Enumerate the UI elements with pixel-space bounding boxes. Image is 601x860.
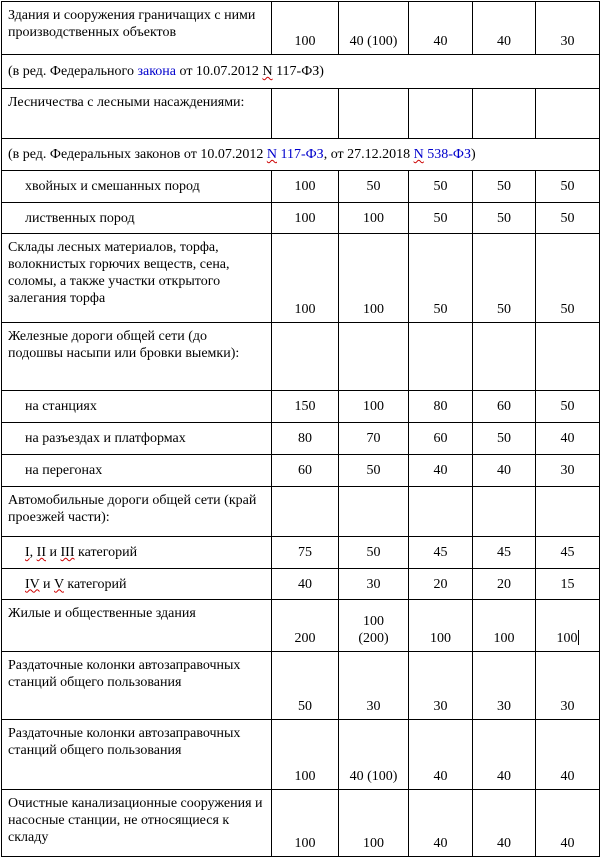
row-name: Очистные канализационные сооружения и насосные станции, не относящиеся к складу bbox=[2, 790, 272, 857]
cell-value: 40 bbox=[473, 720, 536, 790]
cell-value: 40 (100) bbox=[339, 2, 409, 55]
table-row bbox=[2, 600, 600, 652]
row-name: Жилые и общественные здания bbox=[2, 600, 272, 652]
cell-value: 15 bbox=[536, 569, 600, 600]
cell-value: 50 bbox=[473, 203, 536, 234]
cell-value: 150 bbox=[272, 391, 339, 423]
cell-value: 75 bbox=[272, 537, 339, 569]
table-row bbox=[2, 537, 600, 569]
table-row bbox=[2, 423, 600, 455]
cell-value: 20 bbox=[409, 569, 473, 600]
row-name: Лесничества с лесными насаждениями: bbox=[2, 89, 272, 139]
cell-value: 40 bbox=[409, 790, 473, 857]
cell-value: 50 bbox=[473, 171, 536, 203]
cell-value: 70 bbox=[339, 423, 409, 455]
cell-value: 100 bbox=[272, 203, 339, 234]
cell-value: 200 bbox=[272, 600, 339, 652]
cell-value: 50 bbox=[473, 423, 536, 455]
cell-value: 40 bbox=[272, 569, 339, 600]
row-name: IV и V категорий bbox=[2, 569, 272, 600]
row-name: Железные дороги общей сети (до подошвы насыпи или бровки выемки): bbox=[2, 323, 272, 391]
table-row bbox=[2, 55, 600, 89]
cell-value: 100 bbox=[339, 234, 409, 323]
cell-value: 100 bbox=[339, 391, 409, 423]
cell-value: 50 bbox=[536, 391, 600, 423]
cell-value: 40 bbox=[536, 423, 600, 455]
row-name: хвойных и смешанных пород bbox=[2, 171, 272, 203]
table-row bbox=[2, 203, 600, 234]
cell-value: 50 bbox=[272, 652, 339, 720]
cell-value: 60 bbox=[272, 455, 339, 487]
table-row bbox=[2, 790, 600, 857]
table-row bbox=[2, 652, 600, 720]
cell-value: 60 bbox=[473, 391, 536, 423]
cell-value: 100 bbox=[272, 234, 339, 323]
cell-value: 20 bbox=[473, 569, 536, 600]
cell-value: 40 bbox=[409, 455, 473, 487]
table-row bbox=[2, 139, 600, 171]
cell-value: 40 bbox=[409, 720, 473, 790]
cell-value: 40 bbox=[473, 455, 536, 487]
cell-value: 100 bbox=[272, 790, 339, 857]
cell-value: 100 bbox=[272, 720, 339, 790]
law-link[interactable]: закона bbox=[137, 64, 176, 79]
amendment-note: (в ред. Федерального закона от 10.07.2012 N 117-ФЗ) bbox=[2, 55, 600, 89]
cell-value: 100 bbox=[272, 171, 339, 203]
row-name: I, II и III категорий bbox=[2, 537, 272, 569]
amendment-note: (в ред. Федеральных законов от 10.07.2012 N 117-ФЗ, от 27.12.2018 N 538-ФЗ) bbox=[2, 139, 600, 171]
cell-value: 100 bbox=[339, 790, 409, 857]
row-name: Здания и сооружения граничащих с ними производственных объектов bbox=[2, 2, 272, 55]
row-name: на разъездах и платформах bbox=[2, 423, 272, 455]
cell-value: 45 bbox=[473, 537, 536, 569]
cell-value: 50 bbox=[536, 171, 600, 203]
cell-value: 30 bbox=[339, 569, 409, 600]
cell-value: 100 (200) bbox=[339, 600, 409, 652]
row-name: Склады лесных материалов, торфа, волокнистых горючих веществ, сена, соломы, а также участки открытого залегания торфа bbox=[2, 234, 272, 323]
table-row bbox=[2, 234, 600, 323]
cell-value: 45 bbox=[409, 537, 473, 569]
table-row bbox=[2, 171, 600, 203]
table-row bbox=[2, 323, 600, 391]
cell-value: 80 bbox=[409, 391, 473, 423]
cell-value: 50 bbox=[339, 537, 409, 569]
cell-value: 100 bbox=[409, 600, 473, 652]
cell-value: 50 bbox=[473, 234, 536, 323]
row-name: на перегонах bbox=[2, 455, 272, 487]
cell-value: 40 bbox=[536, 720, 600, 790]
distance-table bbox=[1, 1, 600, 857]
table-row bbox=[2, 391, 600, 423]
cell-value: 50 bbox=[339, 455, 409, 487]
cell-value: 100 bbox=[473, 600, 536, 652]
row-name: Раздаточные колонки автозаправочных станций общего пользования bbox=[2, 720, 272, 790]
cell-value: 50 bbox=[536, 203, 600, 234]
row-name: Автомобильные дороги общей сети (край проезжей части): bbox=[2, 487, 272, 537]
cell-value: 30 bbox=[536, 455, 600, 487]
cell-value: 30 bbox=[536, 2, 600, 55]
cell-value[interactable]: 100 bbox=[536, 600, 600, 652]
law-link[interactable]: 117-ФЗ bbox=[276, 147, 324, 162]
cell-value: 30 bbox=[409, 652, 473, 720]
cell-value: 60 bbox=[409, 423, 473, 455]
cell-value: 50 bbox=[409, 171, 473, 203]
cell-value: 80 bbox=[272, 423, 339, 455]
row-name: лиственных пород bbox=[2, 203, 272, 234]
cell-value: 40 bbox=[473, 2, 536, 55]
table-row bbox=[2, 720, 600, 790]
cell-value: 40 bbox=[536, 790, 600, 857]
cell-value: 45 bbox=[536, 537, 600, 569]
cell-value: 50 bbox=[409, 203, 473, 234]
cell-value: 30 bbox=[536, 652, 600, 720]
table-row bbox=[2, 89, 600, 139]
text-caret bbox=[578, 630, 579, 645]
cell-value: 40 bbox=[409, 2, 473, 55]
row-name: Раздаточные колонки автозаправочных станций общего пользования bbox=[2, 652, 272, 720]
table-row bbox=[2, 569, 600, 600]
cell-value: 40 (100) bbox=[339, 720, 409, 790]
cell-value: 50 bbox=[339, 171, 409, 203]
table-row bbox=[2, 2, 600, 55]
table-row bbox=[2, 455, 600, 487]
row-name: на станциях bbox=[2, 391, 272, 423]
cell-value: 30 bbox=[339, 652, 409, 720]
cell-value: 50 bbox=[409, 234, 473, 323]
table-row bbox=[2, 487, 600, 537]
cell-value: 30 bbox=[473, 652, 536, 720]
cell-value: 50 bbox=[536, 234, 600, 323]
cell-value: 40 bbox=[473, 790, 536, 857]
cell-value: 100 bbox=[272, 2, 339, 55]
law-link[interactable]: 538-ФЗ bbox=[423, 147, 471, 162]
cell-value: 100 bbox=[339, 203, 409, 234]
